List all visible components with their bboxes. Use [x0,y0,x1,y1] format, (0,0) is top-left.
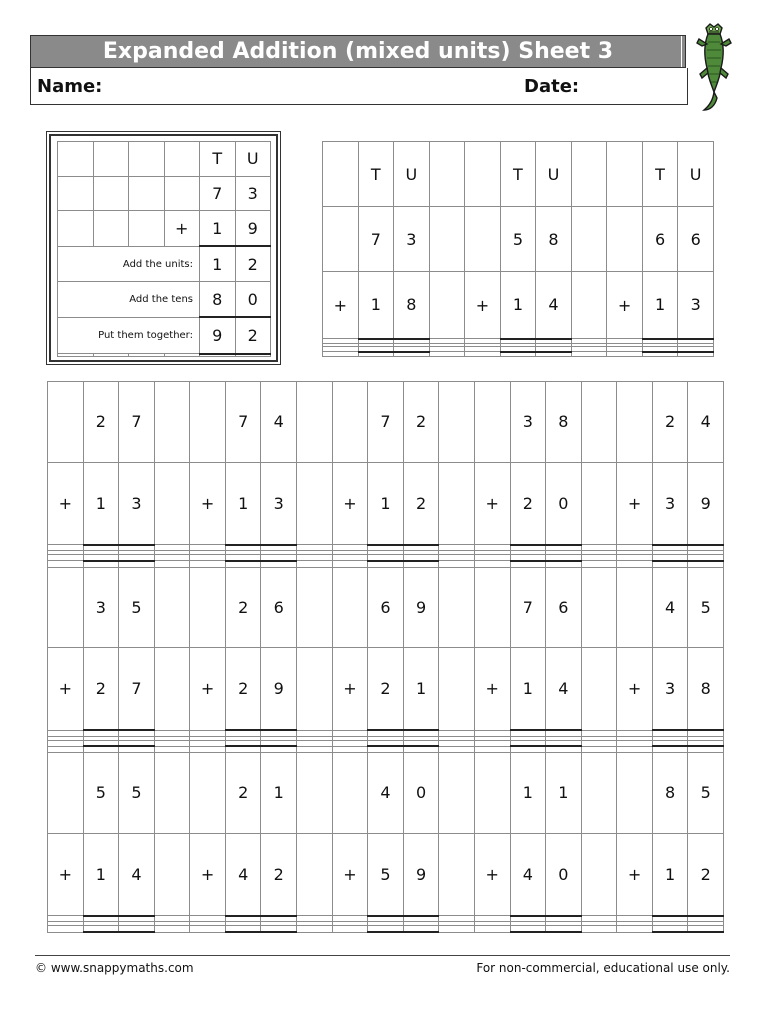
grid-cell [429,207,465,272]
example-cell [58,354,94,357]
problem-a-digit: 4 [368,753,404,834]
problem-b-digit: 1 [368,462,404,545]
problem-a-digit: 1 [546,753,582,834]
problem-a-digit: 2 [225,753,261,834]
example-grid [57,141,271,357]
answer-cell [358,352,394,357]
grid-cell [154,648,190,731]
grid-cell [571,272,607,339]
example-cell [93,176,129,211]
example-b-units: 9 [235,211,271,247]
grid-cell [323,142,359,207]
usage-note: For non-commercial, educational use only. [476,961,730,975]
answer-cell [500,352,536,357]
answer-cell [225,926,261,932]
top-problem-b-digit: 3 [678,272,714,339]
problem-a-digit: 7 [510,567,546,648]
plus-sign: + [190,648,226,731]
problem-b-digit: 2 [510,462,546,545]
problem-b-digit: 4 [225,833,261,916]
grid-cell [571,207,607,272]
grid-cell [48,567,84,648]
title-text: Expanded Addition (mixed units) Sheet 3 [102,39,614,64]
plus-sign: + [474,462,510,545]
plus-sign: + [332,833,368,916]
problem-a-digit: 9 [403,567,439,648]
example-cell [93,211,129,247]
example-cell [58,142,94,177]
problem-b-digit: 1 [403,648,439,731]
grid-cell [332,382,368,463]
plus-sign: + [474,648,510,731]
copyright-text: © www.snappymaths.com [35,961,194,975]
plus-sign: + [190,462,226,545]
problem-b-digit: 1 [652,833,688,916]
top-problem-a-digit: 8 [536,207,572,272]
grid-cell [571,352,607,357]
problem-b-digit: 2 [225,648,261,731]
crocodile-icon [696,22,732,114]
grid-cell [429,272,465,339]
plus-sign: + [332,462,368,545]
example-cell [129,142,165,177]
top-problem-a-digit: 7 [358,207,394,272]
problem-a-digit: 3 [510,382,546,463]
example-cell [164,176,200,211]
grid-cell [439,648,475,731]
step-label-together: Put them together: [58,317,200,353]
plus-sign: + [465,272,501,339]
step-label-units: Add the units: [58,246,200,282]
problem-b-digit: 0 [546,833,582,916]
problem-a-digit: 6 [261,567,297,648]
problem-b-digit: 1 [83,833,119,916]
example-cell [164,142,200,177]
plus-sign: + [474,833,510,916]
top-problem-b-digit: 1 [642,272,678,339]
example-cell [93,142,129,177]
answer-cell [510,926,546,932]
top-problem-b-digit: 4 [536,272,572,339]
grid-cell [297,833,333,916]
units-header: U [235,142,271,177]
step-total-tens: 9 [200,317,236,353]
problem-b-digit: 4 [510,833,546,916]
grid-cell [581,567,617,648]
answer-cell [368,926,404,932]
problem-a-digit: 4 [652,567,688,648]
plus-sign: + [190,833,226,916]
grid-cell [429,352,465,357]
grid-cell [474,567,510,648]
problem-b-digit: 4 [119,833,155,916]
problem-b-digit: 1 [83,462,119,545]
grid-cell [323,207,359,272]
grid-cell [465,352,501,357]
page-title [30,35,686,68]
answer-cell [119,926,155,932]
problem-b-digit: 8 [688,648,724,731]
grid-cell [465,207,501,272]
grid-cell [439,833,475,916]
grid-cell [323,352,359,357]
grid-cell [581,833,617,916]
grid-cell [474,382,510,463]
top-practice-grid [322,141,714,357]
plus-sign: + [48,462,84,545]
problem-b-digit: 2 [688,833,724,916]
grid-cell [297,926,333,932]
grid-cell [297,382,333,463]
problem-b-digit: 3 [119,462,155,545]
problem-b-digit: 9 [403,833,439,916]
grid-cell [190,382,226,463]
grid-cell [332,926,368,932]
problem-a-digit: 4 [261,382,297,463]
grid-cell [581,926,617,932]
grid-cell [439,926,475,932]
grid-cell [474,926,510,932]
plus-sign: + [617,833,653,916]
problem-b-digit: 7 [119,648,155,731]
problem-b-digit: 0 [546,462,582,545]
grid-cell [617,926,653,932]
units-header: U [678,142,714,207]
top-problem-a-digit: 3 [394,207,430,272]
problem-b-digit: 1 [225,462,261,545]
grid-cell [332,567,368,648]
plus-sign: + [48,648,84,731]
problem-a-digit: 2 [83,382,119,463]
top-problem-b-digit: 1 [500,272,536,339]
grid-cell [297,567,333,648]
problem-a-digit: 2 [652,382,688,463]
grid-cell [190,567,226,648]
grid-cell [607,352,643,357]
grid-cell [154,382,190,463]
name-date-row [30,68,688,105]
problem-a-digit: 6 [546,567,582,648]
problem-b-digit: 1 [510,648,546,731]
problem-a-digit: 3 [83,567,119,648]
plus-sign: + [617,462,653,545]
tens-header: T [358,142,394,207]
problem-a-digit: 7 [119,382,155,463]
answer-cell [536,352,572,357]
example-cell [129,176,165,211]
problem-a-digit: 1 [261,753,297,834]
grid-cell [617,567,653,648]
units-header: U [536,142,572,207]
problem-a-digit: 0 [403,753,439,834]
grid-cell [297,753,333,834]
main-practice-grid [47,381,724,933]
answer-cell [642,352,678,357]
grid-cell [617,382,653,463]
step-tens-units: 0 [235,282,271,318]
grid-cell [48,753,84,834]
grid-cell [154,567,190,648]
tens-header: T [500,142,536,207]
grid-cell [439,462,475,545]
top-problem-a-digit: 5 [500,207,536,272]
grid-cell [571,142,607,207]
problem-b-digit: 9 [688,462,724,545]
grid-cell [154,753,190,834]
grid-cell [439,382,475,463]
step-total-units: 2 [235,317,271,353]
problem-a-digit: 7 [368,382,404,463]
grid-cell [190,753,226,834]
grid-cell [439,567,475,648]
problem-a-digit: 8 [652,753,688,834]
grid-cell [581,382,617,463]
example-cell [93,354,129,357]
answer-cell [261,926,297,932]
units-header: U [394,142,430,207]
problem-a-digit: 6 [368,567,404,648]
example-cell [58,176,94,211]
top-problem-b-digit: 8 [394,272,430,339]
example-cell [58,211,94,247]
grid-cell [617,753,653,834]
answer-cell [678,352,714,357]
example-b-tens: 1 [200,211,236,247]
grid-cell [474,753,510,834]
grid-cell [154,833,190,916]
grid-cell [332,753,368,834]
grid-cell [581,462,617,545]
plus-sign: + [323,272,359,339]
step-label-tens: Add the tens [58,282,200,318]
plus-sign: + [617,648,653,731]
name-label: Name: [37,76,103,97]
grid-cell [465,142,501,207]
top-problem-a-digit: 6 [678,207,714,272]
problem-a-digit: 1 [510,753,546,834]
grid-cell [48,382,84,463]
example-a-units: 3 [235,176,271,211]
problem-b-digit: 3 [261,462,297,545]
problem-b-digit: 3 [652,462,688,545]
example-cell [164,354,200,357]
example-cell [200,354,236,357]
answer-cell [652,926,688,932]
example-plus-sign: + [164,211,200,247]
problem-a-digit: 7 [225,382,261,463]
problem-b-digit: 2 [403,462,439,545]
step-tens-tens: 8 [200,282,236,318]
problem-a-digit: 5 [119,567,155,648]
example-cell [235,354,271,357]
date-label: Date: [524,76,580,97]
step-units-units: 2 [235,246,271,282]
grid-cell [439,753,475,834]
problem-b-digit: 9 [261,648,297,731]
grid-cell [607,207,643,272]
answer-cell [546,926,582,932]
footer-divider [35,955,730,956]
problem-a-digit: 5 [83,753,119,834]
title-bar-edge [681,36,682,67]
top-problem-a-digit: 6 [642,207,678,272]
tens-header: T [200,142,236,177]
problem-b-digit: 4 [546,648,582,731]
plus-sign: + [607,272,643,339]
problem-b-digit: 3 [652,648,688,731]
answer-cell [394,352,430,357]
problem-a-digit: 2 [403,382,439,463]
grid-cell [581,753,617,834]
example-cell [129,354,165,357]
problem-a-digit: 8 [546,382,582,463]
answer-cell [688,926,724,932]
tens-header: T [642,142,678,207]
grid-cell [297,648,333,731]
example-a-tens: 7 [200,176,236,211]
grid-cell [297,462,333,545]
grid-cell [429,142,465,207]
answer-cell [403,926,439,932]
grid-cell [154,926,190,932]
problem-a-digit: 2 [225,567,261,648]
problem-b-digit: 2 [368,648,404,731]
plus-sign: + [48,833,84,916]
problem-a-digit: 5 [119,753,155,834]
problem-a-digit: 5 [688,753,724,834]
step-units-tens: 1 [200,246,236,282]
problem-b-digit: 2 [261,833,297,916]
grid-cell [190,926,226,932]
grid-cell [154,462,190,545]
problem-a-digit: 4 [688,382,724,463]
problem-b-digit: 5 [368,833,404,916]
grid-cell [607,142,643,207]
plus-sign: + [332,648,368,731]
top-problem-b-digit: 1 [358,272,394,339]
problem-b-digit: 2 [83,648,119,731]
answer-cell [83,926,119,932]
grid-cell [48,926,84,932]
grid-cell [581,648,617,731]
problem-a-digit: 5 [688,567,724,648]
example-cell [129,211,165,247]
